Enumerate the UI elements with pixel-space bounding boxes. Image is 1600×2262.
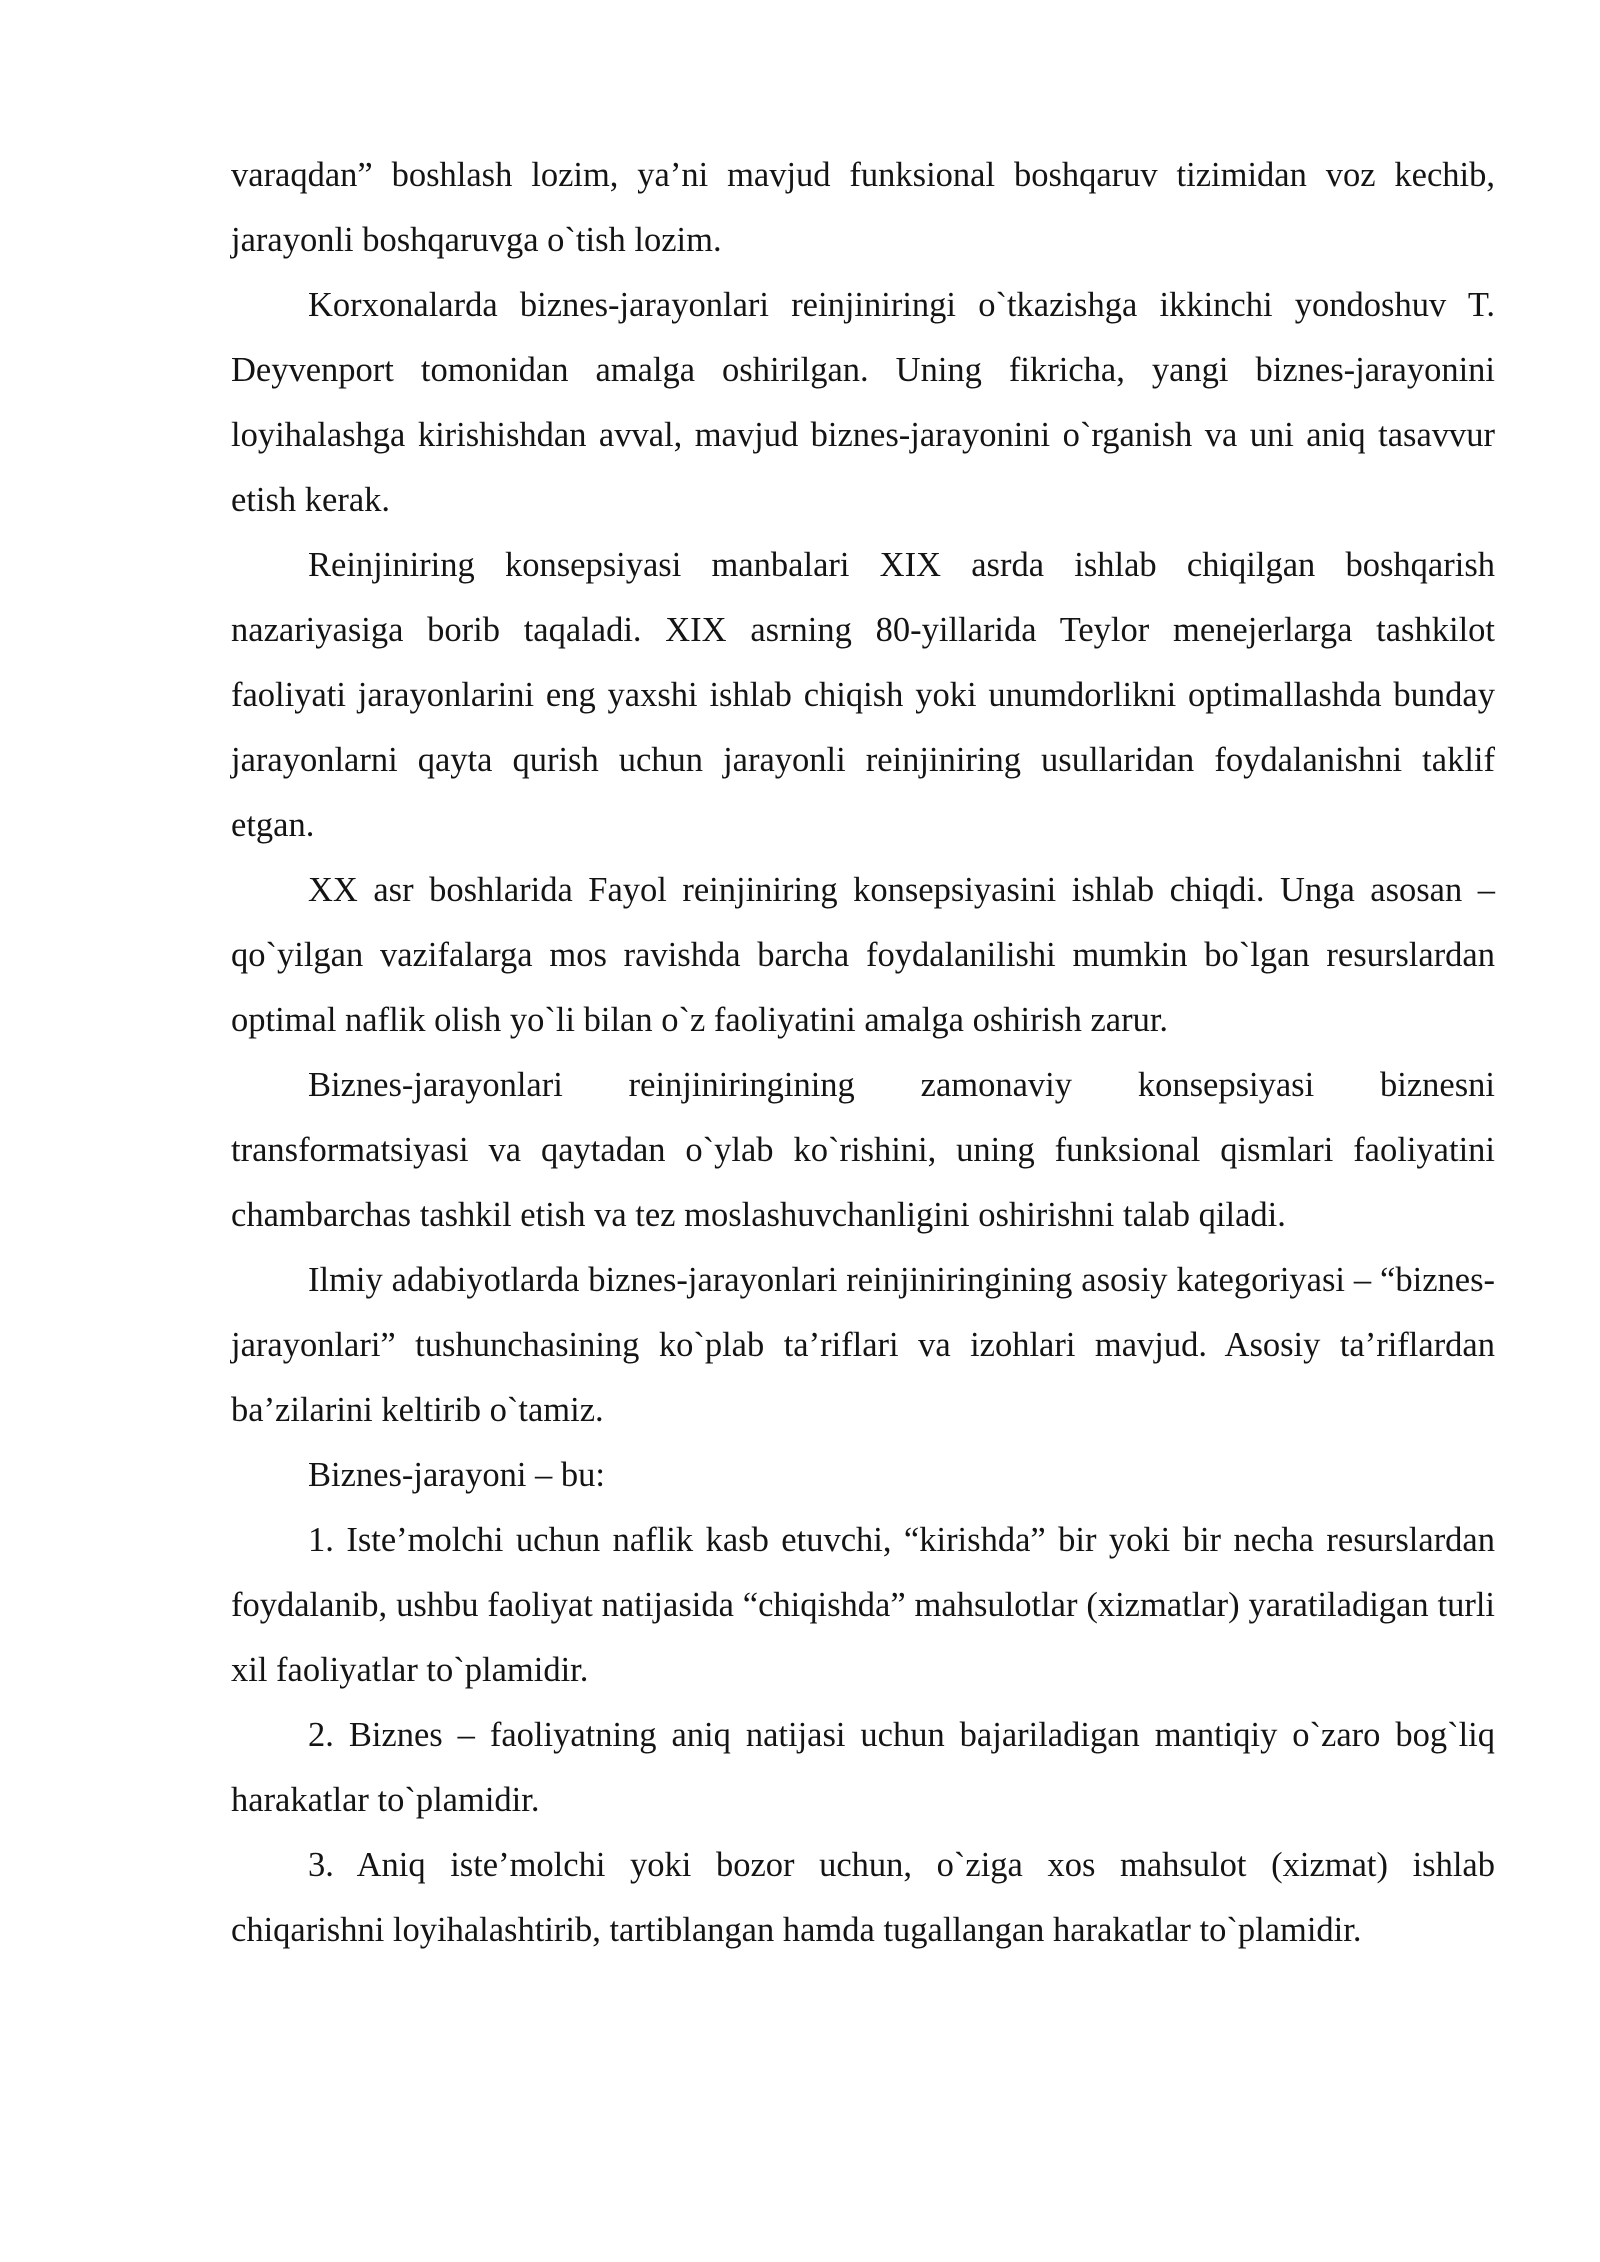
list-item: 1. Iste’molchi uchun naflik kasb etuvchi, “kirishda” bir yoki bir necha resurslardan foydalanib, ushbu faoliyat natijasida “chiqishda” mahsulotlar (xizmatlar) yaratiladigan turli xil faoliyatlar to`plamidir.	[231, 1521, 1495, 1689]
paragraph: varaqdan” boshlash lozim, ya’ni mavjud funksional boshqaruv tizimidan voz kechib, jarayonli boshqaruvga o`tish lozim.	[231, 156, 1495, 259]
paragraph: Biznes-jarayoni – bu:	[308, 1456, 606, 1494]
document-body	[231, 143, 1495, 1963]
paragraph: Reinjiniring konsepsiyasi manbalari XIX asrda ishlab chiqilgan boshqarish nazariyasiga borib taqaladi. XIX asrning 80-yillarida Teylor menejerlarga tashkilot faoliyati jarayonlarini eng yaxshi ishlab chiqish yoki unumdorlikni optimallashda bunday jarayonlarni qayta qurish uchun jarayonli reinjiniring usullaridan foydalanishni taklif etgan.	[231, 546, 1495, 844]
list-item: 2. Biznes – faoliyatning aniq natijasi uchun bajariladigan mantiqiy o`zaro bog`liq harakatlar to`plamidir.	[231, 1716, 1495, 1819]
list-item: 3. Aniq iste’molchi yoki bozor uchun, o`ziga xos mahsulot (xizmat) ishlab chiqarishni loyihalashtirib, tartiblangan hamda tugallangan harakatlar to`plamidir.	[231, 1846, 1495, 1949]
paragraph: Ilmiy adabiyotlarda biznes-jarayonlari reinjiniringining asosiy kategoriyasi – “biznes-jarayonlari” tushunchasining ko`plab ta’riflari va izohlari mavjud. Asosiy ta’riflardan ba’zilarini keltirib o`tamiz.	[231, 1261, 1495, 1429]
paragraph: XX asr boshlarida Fayol reinjiniring konsepsiyasini ishlab chiqdi. Unga asosan – qo`yilgan vazifalarga mos ravishda barcha foydalanilishi mumkin bo`lgan resurslardan optimal naflik olish yo`li bilan o`z faoliyatini amalga oshirish zarur.	[231, 871, 1495, 1039]
paragraph: Biznes-jarayonlari reinjiniringining zamonaviy konsepsiyasi biznesni transformatsiyasi va qaytadan o`ylab ko`rishini, uning funksional qismlari faoliyatini chambarchas tashkil etish va tez moslashuvchanligini oshirishni talab qiladi.	[231, 1066, 1495, 1234]
paragraph: Korxonalarda biznes-jarayonlari reinjiniringi o`tkazishga ikkinchi yondoshuv T. Deyvenport tomonidan amalga oshirilgan. Uning fikricha, yangi biznes-jarayonini loyihalashga kirishishdan avval, mavjud biznes-jarayonini o`rganish va uni aniq tasavvur etish kerak.	[231, 286, 1495, 519]
